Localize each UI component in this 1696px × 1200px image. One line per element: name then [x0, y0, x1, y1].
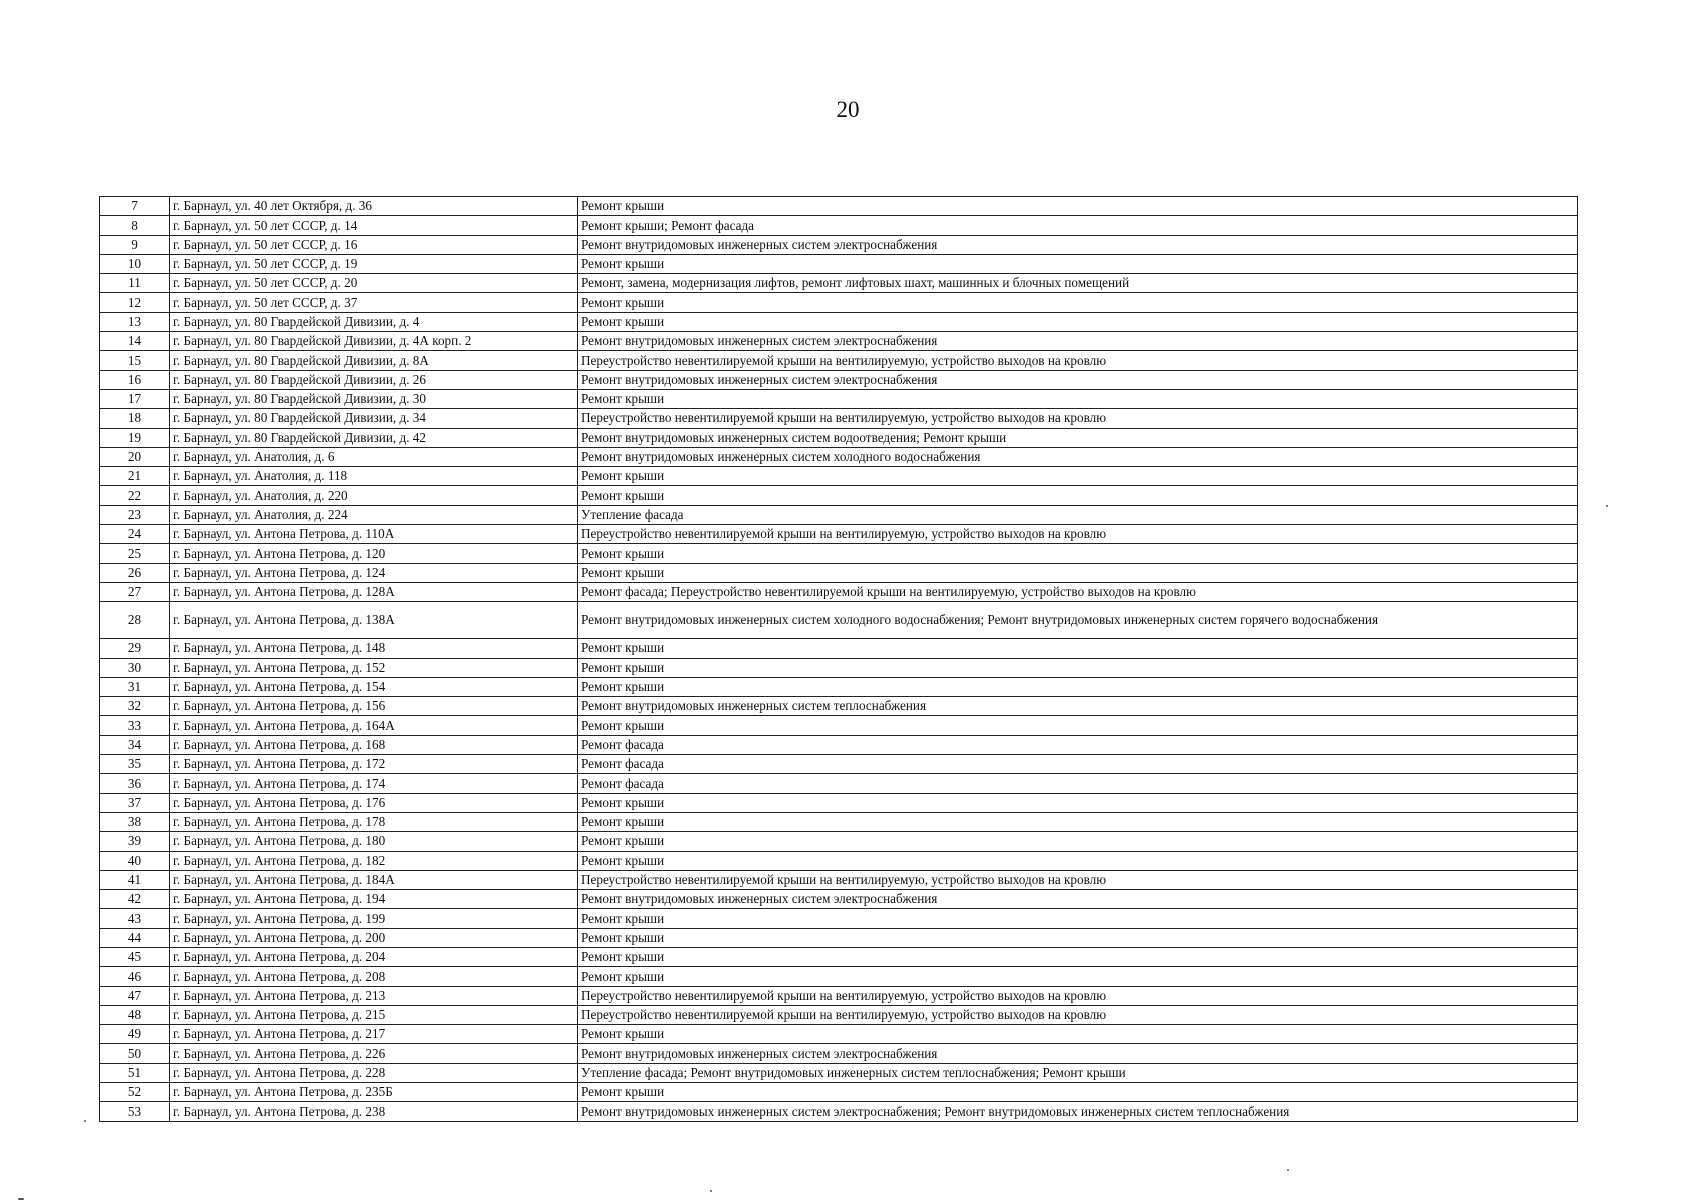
- work-type-cell: Ремонт крыши: [578, 293, 1578, 312]
- address-cell: г. Барнаул, ул. 50 лет СССР, д. 14: [170, 216, 578, 235]
- address-cell: г. Барнаул, ул. Антона Петрова, д. 148: [170, 639, 578, 658]
- table-row: [100, 235, 1578, 254]
- table-body: [100, 197, 1578, 1122]
- work-type-cell: Переустройство невентилируемой крыши на вентилируемую, устройство выходов на кровлю: [578, 1005, 1578, 1024]
- address-cell: г. Барнаул, ул. Антона Петрова, д. 213: [170, 986, 578, 1005]
- address-cell: г. Барнаул, ул. Антона Петрова, д. 138А: [170, 602, 578, 639]
- address-cell: г. Барнаул, ул. Антона Петрова, д. 194: [170, 890, 578, 909]
- address-cell: г. Барнаул, ул. Антона Петрова, д. 180: [170, 832, 578, 851]
- table-row: [100, 544, 1578, 563]
- row-number-cell: 33: [100, 716, 170, 735]
- work-type-cell: Ремонт крыши: [578, 1025, 1578, 1044]
- page-number: 20: [836, 97, 860, 122]
- work-type-cell: Ремонт внутридомовых инженерных систем водоотведения; Ремонт крыши: [578, 428, 1578, 447]
- table-row: [100, 755, 1578, 774]
- work-type-cell: Ремонт крыши: [578, 639, 1578, 658]
- row-number-cell: 39: [100, 832, 170, 851]
- address-cell: г. Барнаул, ул. Антона Петрова, д. 235Б: [170, 1083, 578, 1102]
- address-cell: г. Барнаул, ул. Антона Петрова, д. 120: [170, 544, 578, 563]
- address-cell: г. Барнаул, ул. Антона Петрова, д. 182: [170, 851, 578, 870]
- address-cell: г. Барнаул, ул. Антона Петрова, д. 228: [170, 1063, 578, 1082]
- scan-speck: [1606, 505, 1608, 507]
- work-type-cell: Переустройство невентилируемой крыши на вентилируемую, устройство выходов на кровлю: [578, 986, 1578, 1005]
- table-row: [100, 602, 1578, 639]
- scan-speck: [710, 1190, 712, 1192]
- row-number-cell: 40: [100, 851, 170, 870]
- table-row: [100, 1025, 1578, 1044]
- address-cell: г. Барнаул, ул. 80 Гвардейской Дивизии, д. 4А корп. 2: [170, 332, 578, 351]
- address-cell: г. Барнаул, ул. Антона Петрова, д. 164А: [170, 716, 578, 735]
- table-row: [100, 658, 1578, 677]
- work-type-cell: Ремонт крыши; Ремонт фасада: [578, 216, 1578, 235]
- table-row: [100, 774, 1578, 793]
- work-type-cell: Ремонт фасада; Переустройство невентилируемой крыши на вентилируемую, устройство выходов на кровлю: [578, 582, 1578, 601]
- work-type-cell: Переустройство невентилируемой крыши на вентилируемую, устройство выходов на кровлю: [578, 525, 1578, 544]
- table-row: [100, 1063, 1578, 1082]
- work-type-cell: Ремонт крыши: [578, 563, 1578, 582]
- address-cell: г. Барнаул, ул. 80 Гвардейской Дивизии, д. 42: [170, 428, 578, 447]
- address-cell: г. Барнаул, ул. 80 Гвардейской Дивизии, д. 30: [170, 389, 578, 408]
- table-row: [100, 351, 1578, 370]
- table-row: [100, 389, 1578, 408]
- address-cell: г. Барнаул, ул. Антона Петрова, д. 152: [170, 658, 578, 677]
- address-cell: г. Барнаул, ул. 80 Гвардейской Дивизии, д. 34: [170, 409, 578, 428]
- work-type-cell: Ремонт крыши: [578, 197, 1578, 216]
- address-cell: г. Барнаул, ул. Антона Петрова, д. 168: [170, 735, 578, 754]
- row-number-cell: 30: [100, 658, 170, 677]
- row-number-cell: 51: [100, 1063, 170, 1082]
- table-row: [100, 332, 1578, 351]
- table-row: [100, 1044, 1578, 1063]
- work-type-cell: Ремонт крыши: [578, 909, 1578, 928]
- table-row: [100, 697, 1578, 716]
- table-row: [100, 832, 1578, 851]
- address-cell: г. Барнаул, ул. 40 лет Октября, д. 36: [170, 197, 578, 216]
- row-number-cell: 53: [100, 1102, 170, 1121]
- address-cell: г. Барнаул, ул. Антона Петрова, д. 199: [170, 909, 578, 928]
- work-type-cell: Ремонт крыши: [578, 947, 1578, 966]
- address-cell: г. Барнаул, ул. Антона Петрова, д. 215: [170, 1005, 578, 1024]
- table-row: [100, 197, 1578, 216]
- row-number-cell: 21: [100, 467, 170, 486]
- address-cell: г. Барнаул, ул. 50 лет СССР, д. 20: [170, 274, 578, 293]
- work-type-cell: Ремонт внутридомовых инженерных систем электроснабжения: [578, 1044, 1578, 1063]
- work-type-cell: Ремонт крыши: [578, 312, 1578, 331]
- table-row: [100, 890, 1578, 909]
- address-cell: г. Барнаул, ул. Анатолия, д. 6: [170, 447, 578, 466]
- row-number-cell: 15: [100, 351, 170, 370]
- row-number-cell: 19: [100, 428, 170, 447]
- row-number-cell: 20: [100, 447, 170, 466]
- scan-speck: [84, 1120, 86, 1122]
- row-number-cell: 23: [100, 505, 170, 524]
- work-type-cell: Ремонт крыши: [578, 658, 1578, 677]
- row-number-cell: 27: [100, 582, 170, 601]
- row-number-cell: 38: [100, 812, 170, 831]
- work-type-cell: Ремонт внутридомовых инженерных систем холодного водоснабжения: [578, 447, 1578, 466]
- address-cell: г. Барнаул, ул. Антона Петрова, д. 156: [170, 697, 578, 716]
- row-number-cell: 10: [100, 254, 170, 273]
- row-number-cell: 36: [100, 774, 170, 793]
- row-number-cell: 37: [100, 793, 170, 812]
- address-cell: г. Барнаул, ул. Анатолия, д. 118: [170, 467, 578, 486]
- address-cell: г. Барнаул, ул. 50 лет СССР, д. 37: [170, 293, 578, 312]
- table-row: [100, 274, 1578, 293]
- row-number-cell: 44: [100, 928, 170, 947]
- work-type-cell: Ремонт крыши: [578, 832, 1578, 851]
- table-row: [100, 1083, 1578, 1102]
- table-row: [100, 525, 1578, 544]
- table-row: [100, 216, 1578, 235]
- table-row: [100, 986, 1578, 1005]
- address-cell: г. Барнаул, ул. Антона Петрова, д. 154: [170, 677, 578, 696]
- table-row: [100, 947, 1578, 966]
- address-cell: г. Барнаул, ул. Анатолия, д. 220: [170, 486, 578, 505]
- work-type-cell: Ремонт крыши: [578, 812, 1578, 831]
- work-type-cell: Ремонт крыши: [578, 544, 1578, 563]
- row-number-cell: 41: [100, 870, 170, 889]
- address-cell: г. Барнаул, ул. 80 Гвардейской Дивизии, д. 8А: [170, 351, 578, 370]
- work-type-cell: Ремонт внутридомовых инженерных систем электроснабжения; Ремонт внутридомовых инженерных систем теплоснабжения: [578, 1102, 1578, 1121]
- work-type-cell: Ремонт крыши: [578, 793, 1578, 812]
- work-type-cell: Ремонт крыши: [578, 677, 1578, 696]
- work-type-cell: Ремонт крыши: [578, 716, 1578, 735]
- table-row: [100, 793, 1578, 812]
- address-cell: г. Барнаул, ул. Антона Петрова, д. 184А: [170, 870, 578, 889]
- address-cell: г. Барнаул, ул. 50 лет СССР, д. 19: [170, 254, 578, 273]
- table-row: [100, 870, 1578, 889]
- address-cell: г. Барнаул, ул. Антона Петрова, д. 238: [170, 1102, 578, 1121]
- table-row: [100, 639, 1578, 658]
- table-row: [100, 312, 1578, 331]
- row-number-cell: 14: [100, 332, 170, 351]
- address-cell: г. Барнаул, ул. Антона Петрова, д. 172: [170, 755, 578, 774]
- address-cell: г. Барнаул, ул. Антона Петрова, д. 204: [170, 947, 578, 966]
- address-cell: г. Барнаул, ул. Антона Петрова, д. 174: [170, 774, 578, 793]
- scan-speck: [1287, 1169, 1289, 1171]
- work-type-cell: Ремонт внутридомовых инженерных систем электроснабжения: [578, 370, 1578, 389]
- work-type-cell: Ремонт крыши: [578, 928, 1578, 947]
- row-number-cell: 11: [100, 274, 170, 293]
- work-type-cell: Ремонт внутридомовых инженерных систем холодного водоснабжения; Ремонт внутридомовых инженерных систем горячего водоснабжения: [578, 602, 1578, 639]
- address-cell: г. Барнаул, ул. Антона Петрова, д. 217: [170, 1025, 578, 1044]
- work-type-cell: Утепление фасада; Ремонт внутридомовых инженерных систем теплоснабжения; Ремонт крыши: [578, 1063, 1578, 1082]
- table-row: [100, 447, 1578, 466]
- row-number-cell: 29: [100, 639, 170, 658]
- row-number-cell: 35: [100, 755, 170, 774]
- row-number-cell: 12: [100, 293, 170, 312]
- work-type-cell: Переустройство невентилируемой крыши на вентилируемую, устройство выходов на кровлю: [578, 870, 1578, 889]
- row-number-cell: 31: [100, 677, 170, 696]
- table-row: [100, 582, 1578, 601]
- table-row: [100, 851, 1578, 870]
- table-row: [100, 370, 1578, 389]
- address-cell: г. Барнаул, ул. Антона Петрова, д. 226: [170, 1044, 578, 1063]
- address-cell: г. Барнаул, ул. 50 лет СССР, д. 16: [170, 235, 578, 254]
- row-number-cell: 17: [100, 389, 170, 408]
- work-type-cell: Ремонт внутридомовых инженерных систем электроснабжения: [578, 890, 1578, 909]
- work-type-cell: Ремонт фасада: [578, 755, 1578, 774]
- table-row: [100, 1102, 1578, 1121]
- table-row: [100, 505, 1578, 524]
- table-row: [100, 409, 1578, 428]
- work-type-cell: Ремонт крыши: [578, 254, 1578, 273]
- work-type-cell: Ремонт внутридомовых инженерных систем электроснабжения: [578, 235, 1578, 254]
- row-number-cell: 28: [100, 602, 170, 639]
- work-type-cell: Ремонт крыши: [578, 967, 1578, 986]
- address-cell: г. Барнаул, ул. 80 Гвардейской Дивизии, д. 26: [170, 370, 578, 389]
- work-type-cell: Ремонт крыши: [578, 389, 1578, 408]
- address-cell: г. Барнаул, ул. Антона Петрова, д. 208: [170, 967, 578, 986]
- row-number-cell: 34: [100, 735, 170, 754]
- row-number-cell: 24: [100, 525, 170, 544]
- address-cell: г. Барнаул, ул. Антона Петрова, д. 178: [170, 812, 578, 831]
- table-row: [100, 563, 1578, 582]
- row-number-cell: 7: [100, 197, 170, 216]
- table-row: [100, 1005, 1578, 1024]
- work-type-cell: Утепление фасада: [578, 505, 1578, 524]
- address-cell: г. Барнаул, ул. Антона Петрова, д. 124: [170, 563, 578, 582]
- repair-schedule-table: [99, 196, 1578, 1122]
- row-number-cell: 16: [100, 370, 170, 389]
- work-type-cell: Переустройство невентилируемой крыши на вентилируемую, устройство выходов на кровлю: [578, 351, 1578, 370]
- table-row: [100, 735, 1578, 754]
- work-type-cell: Ремонт внутридомовых инженерных систем электроснабжения: [578, 332, 1578, 351]
- address-cell: г. Барнаул, ул. Анатолия, д. 224: [170, 505, 578, 524]
- row-number-cell: 45: [100, 947, 170, 966]
- table-row: [100, 812, 1578, 831]
- row-number-cell: 48: [100, 1005, 170, 1024]
- address-cell: г. Барнаул, ул. Антона Петрова, д. 128А: [170, 582, 578, 601]
- work-type-cell: Ремонт крыши: [578, 486, 1578, 505]
- row-number-cell: 9: [100, 235, 170, 254]
- work-type-cell: Ремонт фасада: [578, 735, 1578, 754]
- table-row: [100, 467, 1578, 486]
- table-row: [100, 677, 1578, 696]
- work-type-cell: Переустройство невентилируемой крыши на вентилируемую, устройство выходов на кровлю: [578, 409, 1578, 428]
- table-row: [100, 909, 1578, 928]
- work-type-cell: Ремонт внутридомовых инженерных систем теплоснабжения: [578, 697, 1578, 716]
- work-type-cell: Ремонт крыши: [578, 851, 1578, 870]
- address-cell: г. Барнаул, ул. Антона Петрова, д. 110А: [170, 525, 578, 544]
- table-row: [100, 254, 1578, 273]
- row-number-cell: 50: [100, 1044, 170, 1063]
- row-number-cell: 46: [100, 967, 170, 986]
- work-type-cell: Ремонт крыши: [578, 467, 1578, 486]
- row-number-cell: 42: [100, 890, 170, 909]
- row-number-cell: 43: [100, 909, 170, 928]
- row-number-cell: 49: [100, 1025, 170, 1044]
- table-row: [100, 967, 1578, 986]
- row-number-cell: 52: [100, 1083, 170, 1102]
- table-row: [100, 428, 1578, 447]
- table-row: [100, 716, 1578, 735]
- table-row: [100, 928, 1578, 947]
- row-number-cell: 13: [100, 312, 170, 331]
- address-cell: г. Барнаул, ул. 80 Гвардейской Дивизии, д. 4: [170, 312, 578, 331]
- row-number-cell: 26: [100, 563, 170, 582]
- work-type-cell: Ремонт крыши: [578, 1083, 1578, 1102]
- address-cell: г. Барнаул, ул. Антона Петрова, д. 176: [170, 793, 578, 812]
- address-cell: г. Барнаул, ул. Антона Петрова, д. 200: [170, 928, 578, 947]
- table-row: [100, 486, 1578, 505]
- row-number-cell: 32: [100, 697, 170, 716]
- row-number-cell: 25: [100, 544, 170, 563]
- table-row: [100, 293, 1578, 312]
- row-number-cell: 18: [100, 409, 170, 428]
- row-number-cell: 22: [100, 486, 170, 505]
- row-number-cell: 8: [100, 216, 170, 235]
- work-type-cell: Ремонт, замена, модернизация лифтов, ремонт лифтовых шахт, машинных и блочных помещений: [578, 274, 1578, 293]
- row-number-cell: 47: [100, 986, 170, 1005]
- work-type-cell: Ремонт фасада: [578, 774, 1578, 793]
